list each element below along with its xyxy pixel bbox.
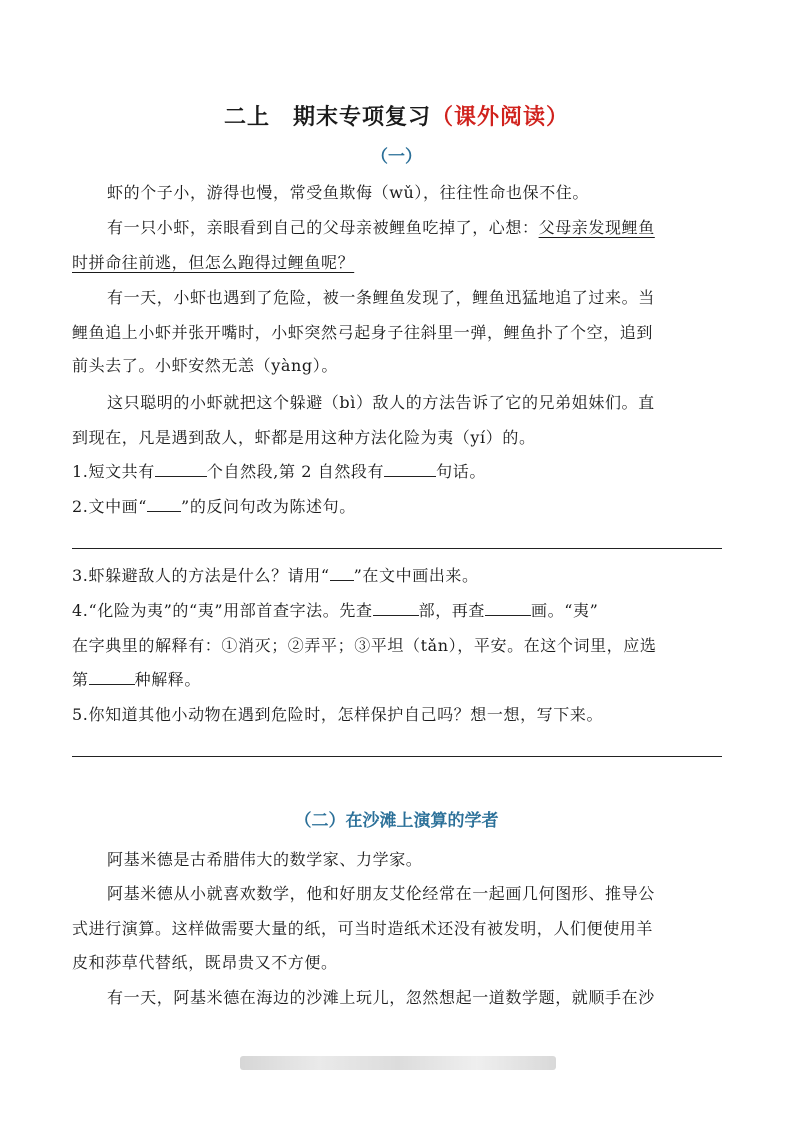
s1-paragraph-3-line-3: 前头去了。小虾安然无恙（yàng）。 xyxy=(72,356,338,375)
s1-paragraph-4-line-1: 这只聪明的小虾就把这个躲避（bì）敌人的方法告诉了它的兄弟姐妹们。直 xyxy=(107,393,655,412)
s1-paragraph-1: 虾的个子小，游得也慢，常受鱼欺侮（wǔ），往往性命也保不住。 xyxy=(107,183,590,202)
q1-text-a: 1.短文共有 xyxy=(72,462,155,481)
s1-paragraph-2-line-2: 时拼命往前逃，但怎么跑得过鲤鱼呢？ xyxy=(72,253,355,272)
q4-text-b: 部，再查 xyxy=(418,601,485,620)
s1-p2-text: 有一只小虾，亲眼看到自己的父母亲被鲤鱼吃掉了，心想： xyxy=(107,218,539,237)
question-5: 5.你知道其他小动物在遇到危险时，怎样保护自己吗？想一想，写下来。 xyxy=(72,705,604,724)
page-title xyxy=(0,100,793,131)
q4-text-e: 种解释。 xyxy=(134,670,202,689)
question-3 xyxy=(72,566,722,586)
q2-text-b: ”的反问句改为陈述句。 xyxy=(181,497,356,516)
question-4-line-1 xyxy=(72,601,722,621)
q1-blank-2[interactable] xyxy=(384,462,436,477)
q4-blank-2[interactable] xyxy=(485,601,531,616)
q2-text-a: 2.文中画“ xyxy=(72,497,148,516)
q1-blank-1[interactable] xyxy=(155,462,207,477)
q3-text-a: 3.虾躲避敌人的方法是什么？请用“ xyxy=(72,566,330,585)
s1-paragraph-4-line-2: 到现在，凡是遇到敌人，虾都是用这种方法化险为夷（yí）的。 xyxy=(72,428,536,447)
s2-paragraph-3-line-1: 有一天，阿基米德在海边的沙滩上玩儿，忽然想起一道数学题，就顺手在沙 xyxy=(107,988,655,1007)
question-4-line-3 xyxy=(72,670,722,690)
title-paren: （课外阅读） xyxy=(431,105,570,130)
s1-p2-underlined: 父母亲发现鲤鱼 xyxy=(538,218,655,237)
q2-underline-mark xyxy=(147,497,181,512)
q2-answer-line[interactable] xyxy=(72,548,722,549)
q1-text-b: 个自然段,第 2 自然段有 xyxy=(206,462,385,481)
blurred-watermark xyxy=(240,1056,556,1070)
q4-text-a: 4.“化险为夷”的“夷”用部首查字法。先查 xyxy=(72,601,373,620)
q3-text-b: ”在文中画出来。 xyxy=(353,566,479,585)
s2-paragraph-2-line-1: 阿基米德从小就喜欢数学，他和好朋友艾伦经常在一起画几何图形、推导公 xyxy=(107,884,655,903)
q4-blank-3[interactable] xyxy=(89,670,135,685)
title-main: 二上 期末专项复习 xyxy=(223,105,431,130)
s2-paragraph-2-line-3: 皮和莎草代替纸，既昂贵又不方便。 xyxy=(72,953,338,972)
section1-heading: （一） xyxy=(371,147,422,167)
s2-paragraph-1: 阿基米德是古希腊伟大的数学家、力学家。 xyxy=(107,850,423,869)
q5-answer-line[interactable] xyxy=(72,756,722,757)
s1-paragraph-2-line-1 xyxy=(107,218,722,238)
s1-paragraph-3-line-1: 有一天，小虾也遇到了危险，被一条鲤鱼发现了，鲤鱼迅猛地追了过来。当 xyxy=(107,288,655,307)
q4-blank-1[interactable] xyxy=(373,601,419,616)
q3-underline-mark xyxy=(330,566,354,581)
q4-text-c: 画。“夷” xyxy=(531,601,599,620)
s1-paragraph-3-line-2: 鲤鱼追上小虾并张开嘴时，小虾突然弓起身子往斜里一弹，鲤鱼扑了个空，追到 xyxy=(72,323,654,342)
section2-heading: （二）在沙滩上演算的学者 xyxy=(294,811,499,831)
q1-text-c: 句话。 xyxy=(436,462,486,481)
question-1 xyxy=(72,462,722,482)
question-4-line-2: 在字典里的解释有：①消灭；②弄平；③平坦（tǎn），平安。在这个词里，应选 xyxy=(72,636,657,655)
question-2 xyxy=(72,497,722,517)
s2-paragraph-2-line-2: 式进行演算。这样做需要大量的纸，可当时造纸术还没有被发明，人们便使用羊 xyxy=(72,919,654,938)
q4-text-d: 第 xyxy=(72,670,89,689)
